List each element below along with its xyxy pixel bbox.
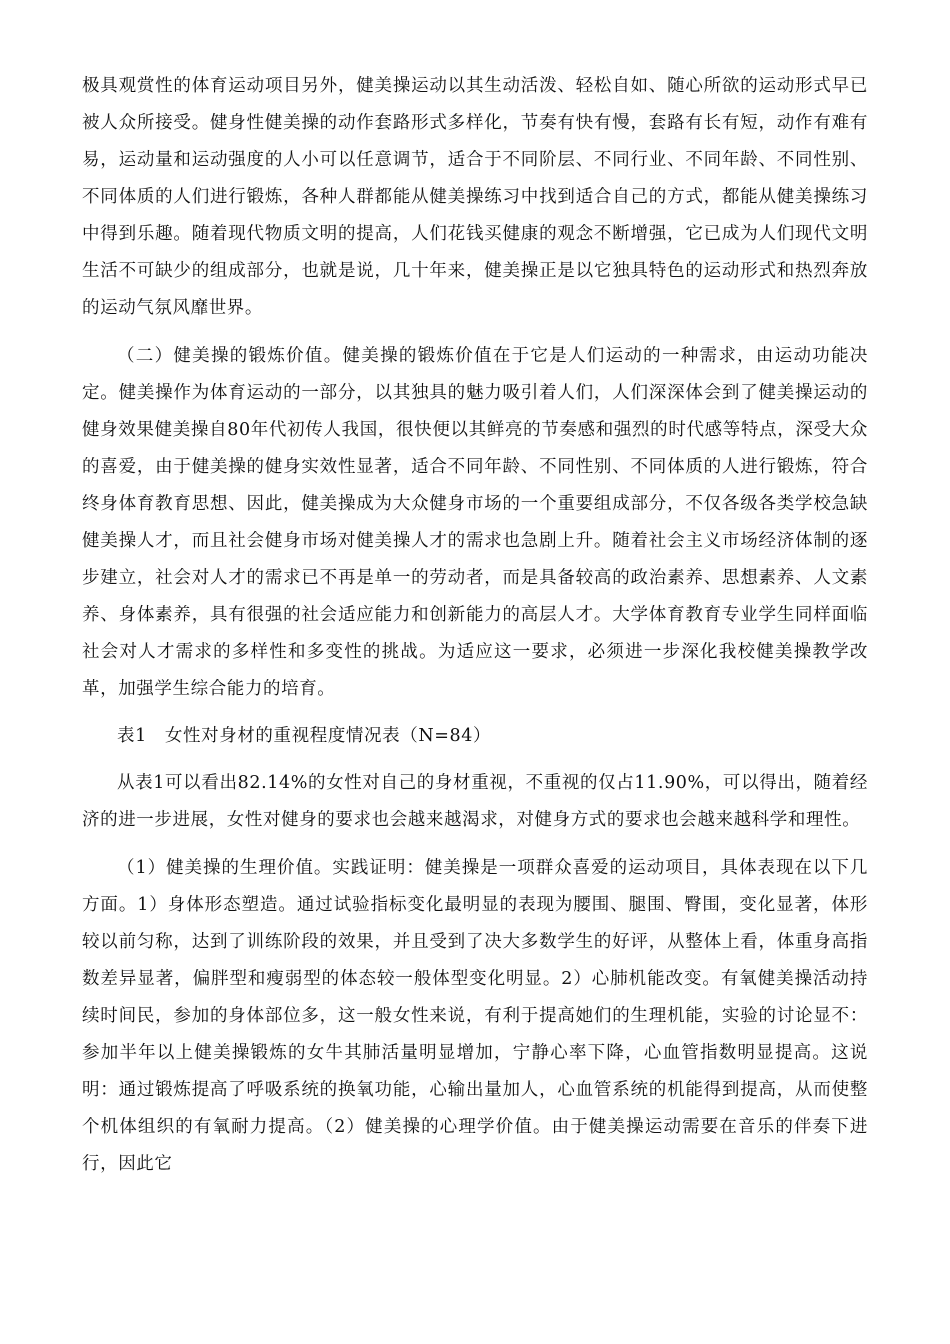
paragraph-table-analysis: 从表1可以看出82.14%的女性对自己的身材重视，不重视的仅占11.90%，可以得出，随着经济的进一步进展，女性对健身的要求也会越来越渴求，对健身方式的要求也会越来越科学和理性。 [82,773,868,830]
paragraph-exercise-value: （二）健美操的锻炼价值。健美操的锻炼价值在于它是人们运动的一种需求，由运动功能决定。健美操作为体育运动的一部分，以其独具的魅力吸引着人们，人们深深体会到了健美操运动的健身效果健美操自80年代初传人我国，很快便以其鲜亮的节奏感和强烈的时代感等特点，深受大众的喜爱，由于健美操的健身实效性显著，适合不同年龄、不同性别、不同体质的人进行锻炼，符合终身体育教育思想、因此，健美操成为大众健身市场的一个重要组成部分，不仅各级各类学校急缺健美操人才，而且社会健身市场对健美操人才的需求也急剧上升。随着社会主义市场经济体制的逐步建立，社会对人才的需求已不再是单一的劳动者，而是具备较高的政治素养、思想素养、人文素养、身体素养，具有很强的社会适应能力和创新能力的高层人才。大学体育教育专业学生同样面临社会对人才需求的多样性和多变性的挑战。为适应这一要求，必须进一步深化我校健美操教学改革，加强学生综合能力的培育。 [82,346,868,699]
paragraph-aerobics-appeal: 极具观赏性的体育运动项目另外，健美操运动以其生动活泼、轻松自如、随心所欲的运动形式早已被人众所接受。健身性健美操的动作套路形式多样化，节奏有快有慢，套路有长有短，动作有难有易，运动量和运动强度的人小可以任意调节，适合于不同阶层、不同行业、不同年龄、不同性别、不同体质的人们进行锻炼，各种人群都能从健美操练习中找到适合自己的方式，都能从健美操练习中得到乐趣。随着现代物质文明的提高，人们花钱买健康的观念不断增强，它已成为人们现代文明生活不可缺少的组成部分，也就是说，几十年来，健美操正是以它独具特色的运动形式和热烈奔放的运动气氛风靡世界。 [82,76,868,318]
document-page [82,68,868,1183]
table-caption: 表1 女性对身材的重视程度情况表（N=84） [117,726,492,746]
paragraph-physiological-value: （1）健美操的生理价值。实践证明：健美操是一项群众喜爱的运动项目，具体表现在以下几方面。1）身体形态塑造。通过试验指标变化最明显的表现为腰围、腿围、臀围，变化显著，体形较以前匀称，达到了训练阶段的效果，并且受到了决大多数学生的好评，从整体上看，体重身高指数差异显著，偏胖型和瘦弱型的体态较一般体型变化明显。2）心肺机能改变。有氧健美操活动持续时间民，参加的身体部位多，这一般女性来说，有利于提高她们的生理机能，实验的讨论显不：参加半年以上健美操锻炼的女牛其肺活量明显增加，宁静心率下降，心血管指数明显提高。这说明：通过锻炼提高了呼吸系统的换氧功能，心输出量加人，心血管系统的机能得到提高，从而使整个机体组织的有氧耐力提高。（2）健美操的心理学价值。由于健美操运动需要在音乐的伴奏下进行，因此它 [82,858,868,1174]
